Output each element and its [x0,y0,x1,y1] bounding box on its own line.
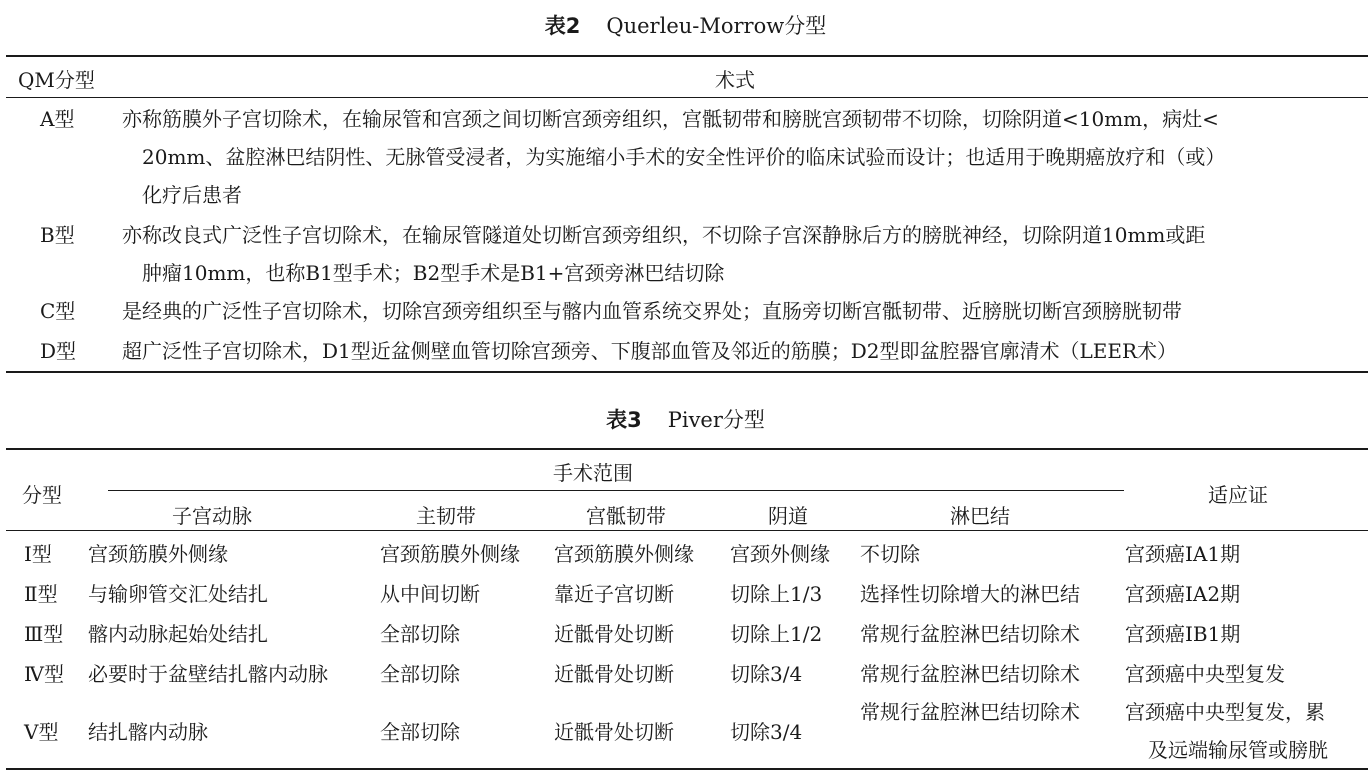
table3-cell-vagina: 切除上1/2 [730,622,823,646]
table2-row-a-line-1: 亦称筋膜外子宫切除术，在输尿管和宫颈之间切断宫颈旁组织，宫骶韧带和膀胱宫颈韧带不切除，切除阴道<10mm，病灶< [122,107,1219,131]
table3-header-indication: 适应证 [1208,483,1268,507]
table2-header-rule [6,97,1368,98]
table3-cell-artery: 必要时于盆壁结扎髂内动脉 [88,662,328,686]
table3-cell-lymph: 常规行盆腔淋巴结切除术 [860,700,1080,724]
table2-row-a-line-2: 20mm、盆腔淋巴结阴性、无脉管受浸者，为实施缩小手术的安全性评价的临床试验而设计；也适用于晚期癌放疗和（或） [142,145,1226,169]
table3-cell-cardinal: 宫颈筋膜外侧缘 [380,542,520,566]
table3-cell-cardinal: 全部切除 [380,662,460,686]
table3-caption [0,404,1371,434]
table3-cell-artery: 髂内动脉起始处结扎 [88,622,268,646]
table3-header-rule [6,530,1368,531]
table3-cell-indication: 宫颈癌ⅠB1期 [1125,622,1241,646]
table3-cell-uterosacral: 宫颈筋膜外侧缘 [554,542,694,566]
table-row [0,578,1371,618]
table-row [0,658,1371,698]
table2-row-type: C型 [40,299,76,323]
table3-cell-uterosacral: 近骶骨处切断 [554,622,674,646]
table3-cell-indication: 宫颈癌ⅠA1期 [1125,542,1241,566]
table-row [0,538,1371,578]
table3-cell-indication-cont: 及远端输尿管或膀胱 [1148,738,1328,762]
table2-header-method: 术式 [715,68,755,92]
table2-row-type: B型 [40,223,75,247]
table3-caption-title: Piver分型 [667,408,765,432]
table2-caption [0,10,1371,40]
table2-row-c-line-1: 是经典的广泛性子宫切除术，切除宫颈旁组织至与髂内血管系统交界处；直肠旁切断宫骶韧带、近膀胱切断宫颈膀胱韧带 [122,299,1182,323]
table-row [0,696,1371,762]
table3-cell-cardinal: 全部切除 [380,720,460,744]
table3-cell-artery: 与输卵管交汇处结扎 [88,582,268,606]
table3-top-rule [6,448,1368,450]
table3-cell-lymph: 常规行盆腔淋巴结切除术 [860,622,1080,646]
table3-bottom-rule [6,768,1368,770]
table3-cell-type: Ⅴ型 [24,720,59,744]
table3-header-uterosacral: 宫骶韧带 [586,504,666,528]
table3-cell-lymph: 不切除 [860,542,920,566]
table3-header-cardinal: 主韧带 [416,504,476,528]
table3-cell-uterosacral: 近骶骨处切断 [554,720,674,744]
table2-top-rule [6,55,1368,57]
table2-row-method [122,332,1364,370]
table3-header-lymph: 淋巴结 [950,504,1010,528]
table2-caption-number: 表2 [544,14,581,38]
table3-header-type: 分型 [22,483,62,507]
table3-cell-uterosacral: 近骶骨处切断 [554,662,674,686]
table3-cell-indication: 宫颈癌ⅠA2期 [1125,582,1241,606]
table3-cell-type: Ⅱ型 [24,582,58,606]
table2-row-type: D型 [40,339,77,363]
table2-row-type: A型 [40,107,75,131]
table2-row-a-line-3: 化疗后患者 [142,183,242,207]
table3-cell-vagina: 切除上1/3 [730,582,823,606]
table3-cell-cardinal: 从中间切断 [380,582,480,606]
table3-caption-number: 表3 [606,408,642,432]
table3-cell-artery: 结扎髂内动脉 [88,720,208,744]
table2-row-b-line-1: 亦称改良式广泛性子宫切除术，在输尿管隧道处切断宫颈旁组织，不切除子宫深静脉后方的膀胱神经，切除阴道10mm或距 [122,223,1206,247]
table3-cell-lymph: 常规行盆腔淋巴结切除术 [860,662,1080,686]
table3-cell-indication: 宫颈癌中央型复发，累 [1125,700,1325,724]
table3-cell-indication: 宫颈癌中央型复发 [1125,662,1285,686]
table3-cell-uterosacral: 靠近子宫切断 [554,582,674,606]
table3-cell-cardinal: 全部切除 [380,622,460,646]
table3-cell-artery: 宫颈筋膜外侧缘 [88,542,228,566]
table3-header-vagina: 阴道 [768,504,808,528]
table3-scope-rule [108,490,1124,491]
table3-cell-type: Ⅰ型 [24,542,52,566]
table2-row-method [122,100,1364,214]
table3-cell-type: Ⅳ型 [24,662,64,686]
table3-cell-type: Ⅲ型 [24,622,64,646]
table3-cell-lymph: 选择性切除增大的淋巴结 [860,582,1080,606]
table3-cell-vagina: 宫颈外侧缘 [730,542,830,566]
table2-row-method [122,292,1364,330]
table2-caption-title: Querleu-Morrow分型 [606,14,827,38]
table3-cell-vagina: 切除3/4 [730,662,803,686]
table2-row-b-line-2: 肿瘤10mm，也称B1型手术；B2型手术是B1+宫颈旁淋巴结切除 [142,261,725,285]
table3-cell-vagina: 切除3/4 [730,720,803,744]
table2-row-d-line-1: 超广泛性子宫切除术，D1型近盆侧壁血管切除宫颈旁、下腹部血管及邻近的筋膜；D2型即盆腔器官廓清术（LEER术） [122,339,1178,363]
table-row [0,618,1371,658]
table2-header-type: QM分型 [18,68,95,92]
table3-header-artery: 子宫动脉 [172,504,252,528]
table2-bottom-rule [6,371,1368,373]
table2-row-method [122,216,1364,292]
table3-header-scope: 手术范围 [553,461,633,485]
